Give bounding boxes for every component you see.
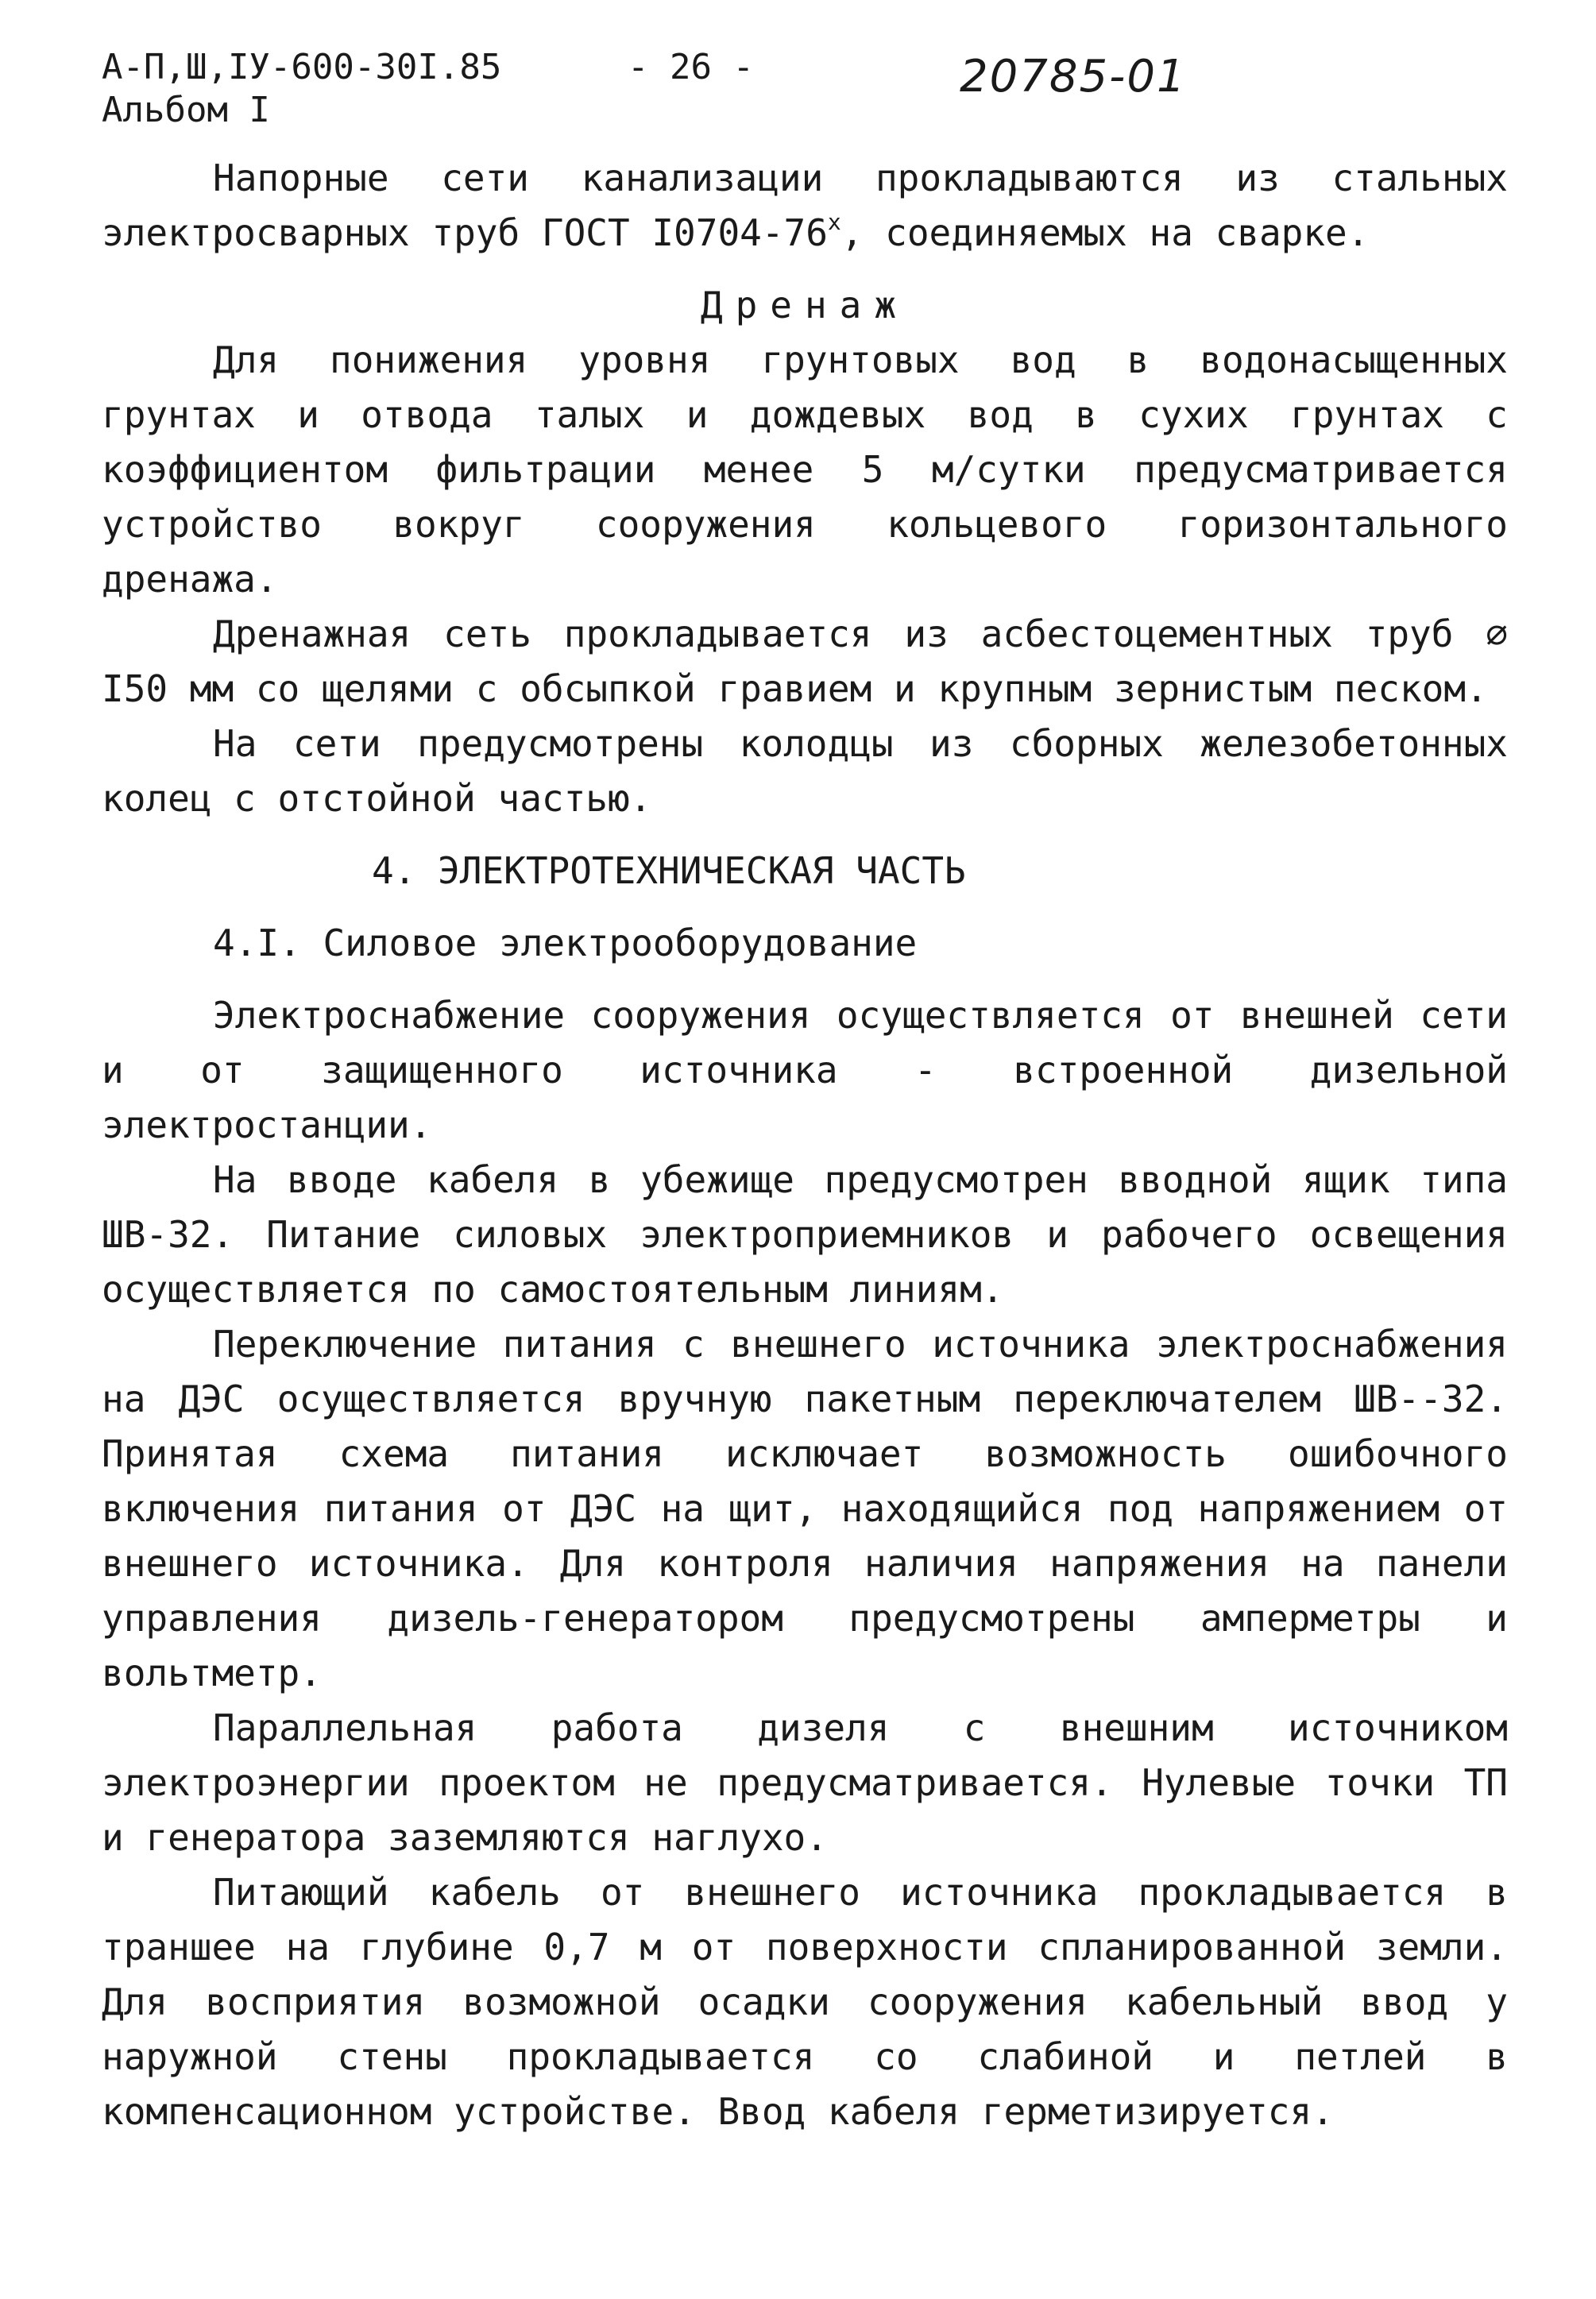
sheet-number: 20785-01 xyxy=(960,51,1187,102)
document-body xyxy=(102,151,1508,2139)
paragraph-power-3: Переключение питания с внешнего источника электроснабжения на ДЭС осуществляется вручную пакетным переключателем ШВ--32. Принятая схема питания исключает возможность ошибочного включения питания от ДЭС на щит, находящийся под напряжением от внешнего источника. Для контроля наличия напряжения на панели управления дизель-генератором предусмотрены амперметры и вольтметр. xyxy=(102,1323,1508,1694)
drainage-heading: Дренаж xyxy=(700,284,910,326)
paragraph-power-4: Параллельная работа дизеля с внешним источником электроэнергии проектом не предусматривается. Нулевые точки ТП и генератора заземляются наглухо. xyxy=(102,1706,1508,1859)
paragraph-sewer-text-b: , соединяемых на сварке. xyxy=(841,211,1370,254)
page-number: - 26 - xyxy=(628,47,754,87)
section-4-1-heading: 4.I. Силовое электрооборудование xyxy=(213,922,918,964)
album-label: Альбом I xyxy=(102,90,270,130)
paragraph-power-1: Электроснабжение сооружения осуществляется от внешней сети и от защищенного источника - встроенной дизельной электростанции. xyxy=(102,994,1508,1146)
paragraph-drainage-2: Дренажная сеть прокладывается из асбестоцементных труб ∅ I50 мм со щелями с обсыпкой гравием и крупным зернистым песком. xyxy=(102,612,1508,710)
superscript-mark: х xyxy=(827,209,841,235)
paragraph-drainage-3: На сети предусмотрены колодцы из сборных железобетонных колец с отстойной частью. xyxy=(102,722,1508,820)
paragraph-sewer xyxy=(102,151,1508,261)
paragraph-power-2: На вводе кабеля в убежище предусмотрен вводной ящик типа ШВ-32. Питание силовых электроприемников и рабочего освещения осуществляется по самостоятельным линиям. xyxy=(102,1158,1508,1311)
document-code-block xyxy=(102,46,501,132)
document-code: А-П,Ш,IУ-600-30I.85 xyxy=(102,47,502,87)
paragraph-drainage-1: Для понижения уровня грунтовых вод в водонасыщенных грунтах и отвода талых и дождевых вод в сухих грунтах с коэффициентом фильтрации менее 5 м/сутки предусматривается устройство вокруг сооружения кольцевого горизонтального дренажа. xyxy=(102,338,1508,601)
section-4-heading: 4. ЭЛЕКТРОТЕХНИЧЕСКАЯ ЧАСТЬ xyxy=(372,849,966,892)
paragraph-power-5: Питающий кабель от внешнего источника прокладывается в траншее на глубине 0,7 м от поверхности спланированной земли. Для восприятия возможной осадки сооружения кабельный ввод у наружной стены прокладывается со слабиной и петлей в компенсационном устройстве. Ввод кабеля герметизируется. xyxy=(102,1871,1508,2133)
paragraph-sewer-text-a: Напорные сети канализации прокладываются из стальных электросварных труб ГОСТ I0704-76 xyxy=(102,156,1508,254)
